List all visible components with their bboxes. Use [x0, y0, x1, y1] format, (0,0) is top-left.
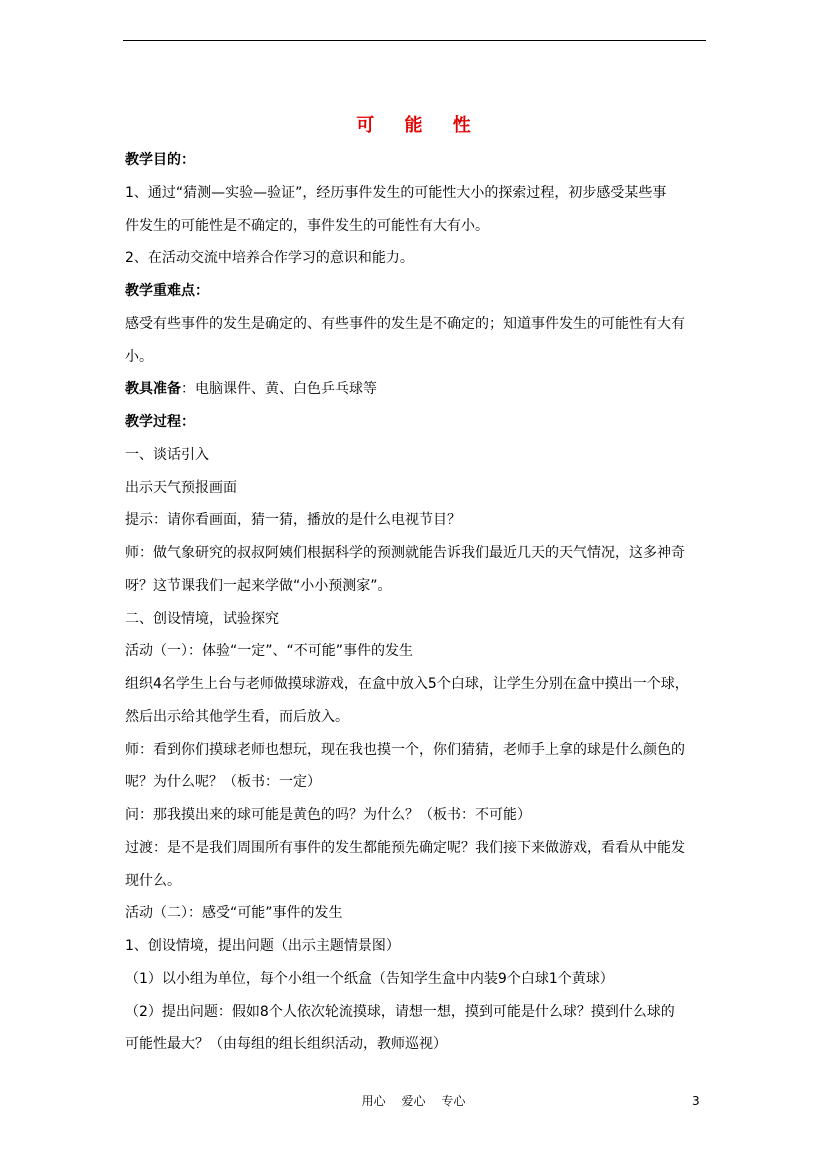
- text-line: 组织4名学生上台与老师做摸球游戏，在盒中放入5个白球，让学生分别在盒中摸出一个球，: [125, 676, 689, 692]
- text-line: 一、谈话引入: [125, 446, 209, 463]
- text-line: 然后出示给其他学生看，而后放入。: [125, 708, 349, 725]
- footer-text-3: 专心: [441, 1094, 466, 1108]
- text-line: 1、通过“猜测—实验—验证”，经历事件发生的可能性大小的探索过程，初步感受某些事: [125, 184, 667, 201]
- title-char-1: 可: [356, 115, 375, 136]
- text-line: 出示天气预报画面: [125, 479, 237, 496]
- page-number: 3: [692, 1094, 700, 1108]
- text-line: （2）提出问题：假如8个人依次轮流摸球，请想一想，摸到可能是什么球？摸到什么球的: [125, 1003, 675, 1020]
- line-text: ：电脑课件、黄、白色乒乓球等: [181, 381, 377, 398]
- header-rule: [123, 40, 706, 41]
- text-line: 现什么。: [125, 872, 181, 889]
- title-char-3: 性: [452, 115, 471, 136]
- page-title: [0, 111, 827, 137]
- text-line: 教学过程：: [125, 414, 195, 430]
- text-line: 教学重难点：: [125, 283, 209, 299]
- text-line: 感受有些事件的发生是确定的、有些事件的发生是不确定的；知道事件发生的可能性有大有: [125, 315, 685, 332]
- text-line: 1、创设情境，提出问题（出示主题情景图）: [125, 938, 400, 954]
- text-line: 师：看到你们摸球老师也想玩，现在我也摸一个，你们猜猜，老师手上拿的球是什么颜色的: [125, 741, 685, 758]
- text-line: 件发生的可能性是不确定的，事件发生的可能性有大有小。: [125, 217, 489, 234]
- text-line: 可能性最大？（由每组的组长组织活动，教师巡视）: [125, 1036, 447, 1053]
- footer-text-1: 用心: [361, 1094, 386, 1108]
- text-line: 呀？这节课我们一起来学做“小小预测家”。: [125, 577, 392, 594]
- text-line: [125, 379, 377, 399]
- text-line: （1）以小组为单位，每个小组一个纸盒（告知学生盒中内装9个白球1个黄球）: [125, 970, 614, 987]
- text-line: 2、在活动交流中培养合作学习的意识和能力。: [125, 250, 414, 267]
- text-line: 教学目的：: [125, 152, 195, 168]
- text-line: 呢？为什么呢？（板书：一定）: [125, 774, 321, 791]
- title-char-2: 能: [404, 115, 423, 136]
- footer-text-2: 爱心: [401, 1094, 426, 1108]
- text-line: 问：那我摸出来的球可能是黄色的吗？为什么？（板书：不可能）: [125, 807, 531, 823]
- line-label: 教具准备: [125, 381, 181, 398]
- text-line: 活动（一）：体验“一定”、“不可能”事件的发生: [125, 643, 414, 660]
- text-line: 二、创设情境，试验探究: [125, 610, 279, 627]
- text-line: 小。: [125, 348, 153, 365]
- footer: [0, 1092, 827, 1109]
- text-line: 师：做气象研究的叔叔阿姨们根据科学的预测就能告诉我们最近几天的天气情况，这多神奇: [125, 545, 685, 561]
- text-line: 活动（二）：感受“可能”事件的发生: [125, 905, 343, 922]
- text-line: 过渡：是不是我们周围所有事件的发生都能预先确定呢？我们接下来做游戏，看看从中能发: [125, 839, 685, 856]
- text-line: 提示：请你看画面，猜一猜，播放的是什么电视节目？: [125, 512, 461, 529]
